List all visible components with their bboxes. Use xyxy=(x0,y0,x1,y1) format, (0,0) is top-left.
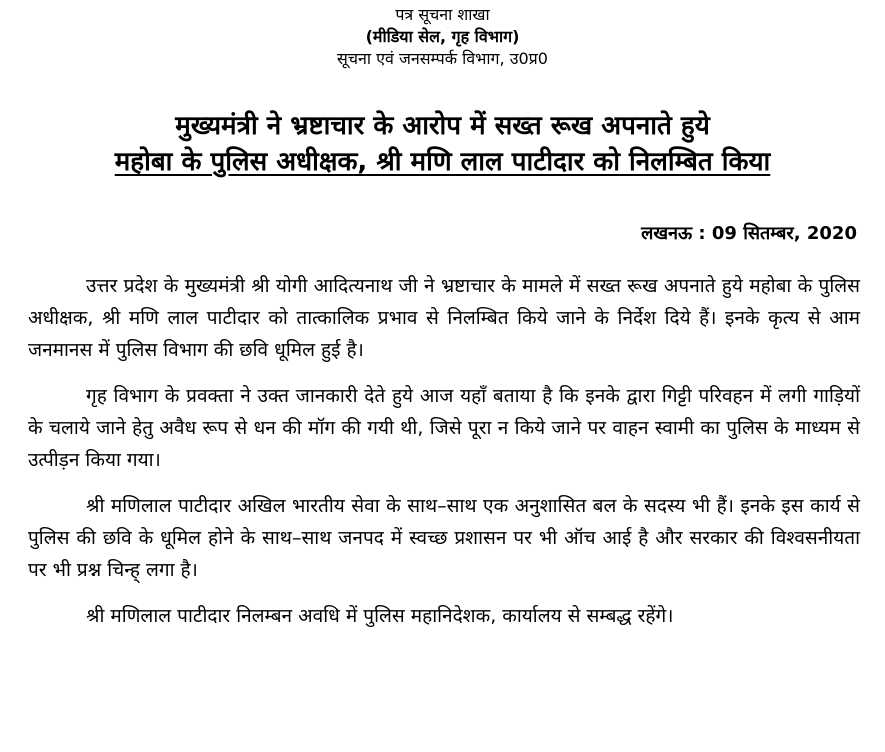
body-paragraph: श्री मणिलाल पाटीदार अखिल भारतीय सेवा के साथ–साथ एक अनुशासित बल के सदस्य भी हैं। इनके इस कार्य से पुलिस की छवि के धूमिल होने के साथ–साथ जनपद में स्वच्छ प्रशासन पर भी ऑच आई है और सरकार की विश्वसनीयता पर भी प्रश्न चिन्ह् लगा है। xyxy=(28,495,860,581)
body-paragraph: गृह विभाग के प्रवक्ता ने उक्त जानकारी देते हुये आज यहाँ बताया है कि इनके द्वारा गिट्टी परिवहन में लगी गाड़ियों के चलाये जाने हेतु अवैध रूप से धन की मॉग की गयी थी, जिसे पूरा न किये जाने पर वाहन स्वामी का पुलिस के माध्यम से उत्पीड़न किया गया। xyxy=(28,385,860,471)
body-paragraph: उत्तर प्रदेश के मुख्यमंत्री श्री योगी आदित्यनाथ जी ने भ्रष्टाचार के मामले में सख्त रूख अपनाते हुये महोबा के पुलिस अधीक्षक, श्री मणि लाल पाटीदार को तात्कालिक प्रभाव से निलम्बित किये जाने के निर्देश दिये हैं। इनके कृत्य से आम जनमानस में पुलिस विभाग की छवि धूमिल हुई है। xyxy=(28,275,860,361)
issuer-cell: (मीडिया सेल, गृह विभाग) xyxy=(365,27,520,46)
headline-line-2: महोबा के पुलिस अधीक्षक, श्री मणि लाल पाटीदार को निलम्बित किया xyxy=(114,147,771,177)
issuer-branch: पत्र सूचना शाखा xyxy=(395,5,490,24)
issuer-department: सूचना एवं जनसम्पर्क विभाग, उ0प्र0 xyxy=(337,49,548,68)
issuer-header xyxy=(0,4,885,70)
dateline: लखनऊ : 09 सितम्बर, 2020 xyxy=(641,223,857,244)
headline-line-1: मुख्यमंत्री ने भ्रष्टाचार के आरोप में सख्त रूख अपनाते हुये xyxy=(175,111,710,141)
press-release-headline xyxy=(0,108,885,180)
body-paragraph: श्री मणिलाल पाटीदार निलम्बन अवधि में पुलिस महानिदेशक, कार्यालय से सम्बद्ध रहेंगे। xyxy=(86,605,674,627)
press-release-body xyxy=(28,270,860,646)
